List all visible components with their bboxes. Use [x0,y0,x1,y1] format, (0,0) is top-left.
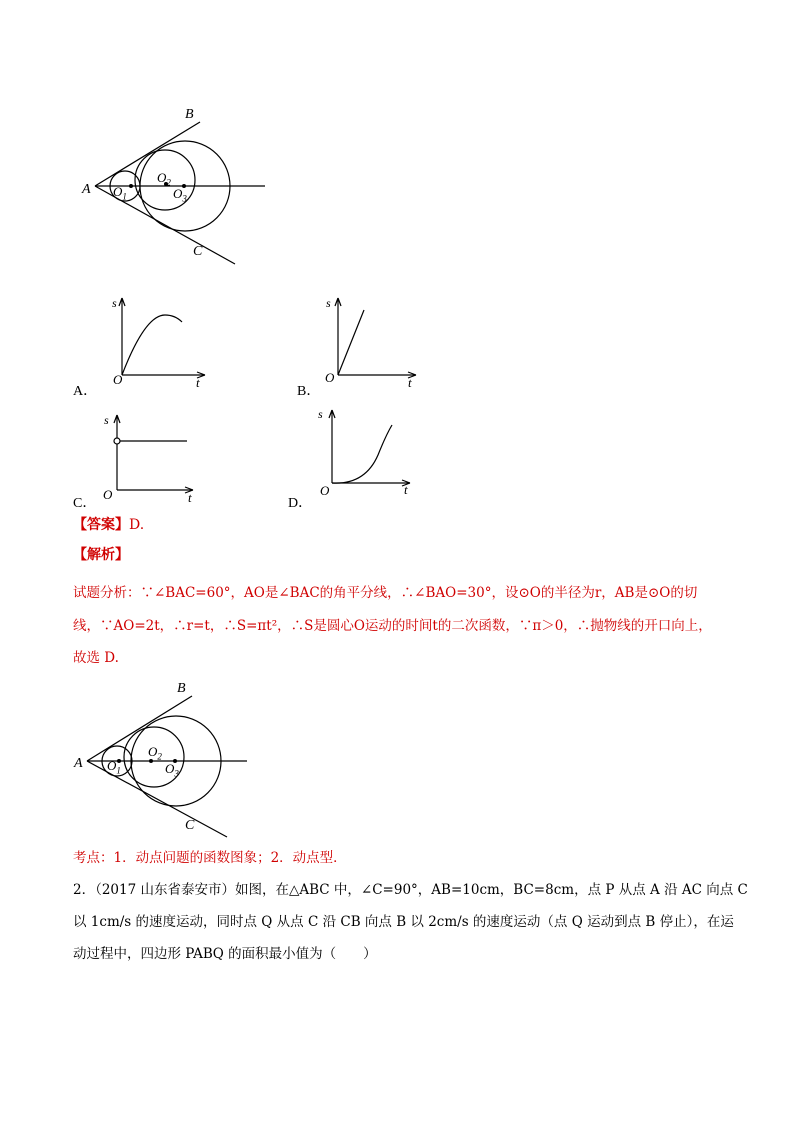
option-d-axis-s: s [318,407,323,421]
option-a-label: A． [73,384,98,399]
analysis-heading: 【解析】 [73,547,129,563]
label-b-bottom: B [177,681,186,696]
label-o2: $O_2$ [157,170,171,188]
label-o1: $O_1$ [113,184,127,202]
option-b-label: B． [297,384,321,399]
label-o3-bottom: $O_3$ [165,761,179,779]
option-d-axis-t: t [404,482,408,497]
option-d-origin: O [320,483,330,498]
option-a-axis-t: t [196,375,200,390]
kaodian-line: 考点：1．动点问题的函数图象；2．动点型． [73,850,347,866]
label-o3: $O_3$ [173,186,187,204]
label-o1-bottom: $O_1$ [107,758,121,776]
option-b-axis-s: s [326,296,331,310]
analysis-line-2: 线，∵AO=2t，∴r=t，∴S=πt²，∴S是圆心O运动的时间t的二次函数，∵π＞0，∴抛物线的开口向上， [73,618,712,634]
open-point-c [114,438,120,444]
option-c-axis-t: t [188,490,192,505]
option-b-axis-t: t [408,375,412,390]
option-c-label: C． [73,496,97,511]
analysis-line-3: 故选 D. [73,650,119,666]
line-b [338,310,364,375]
option-a-origin: O [113,372,123,387]
option-a-axis-s: s [112,296,117,310]
question2-line-1: 2．（2017 山东省泰安市）如图，在△ABC 中，∠C=90°，AB=10cm，BC=8cm，点 P 从点 A 沿 AC 向点 C [73,882,748,898]
answer-bracket: 【答案】 [73,517,129,533]
question2-line-2: 以 1cm/s 的速度运动，同时点 Q 从点 C 沿 CB 向点 B 以 2cm/s 的速度运动（点 Q 运动到点 B 停止），在运 [73,914,734,930]
label-c: C [193,244,203,259]
dot-o1 [129,184,133,188]
option-c-origin: O [103,487,113,502]
analysis-line-1: 试题分析：∵∠BAC=60°，AO是∠BAC的角平分线，∴∠BAO=30°，设⊙O的半径为r，AB是⊙O的切 [73,585,698,601]
label-a: A [82,182,91,197]
curve-d [332,425,392,483]
option-c-axis-s: s [104,413,109,427]
answer-text: D. [129,517,145,533]
top-geometry-figure [80,100,270,270]
answer-line [73,510,144,540]
option-d-label: D． [288,496,313,511]
curve-a [122,315,182,375]
label-a-bottom: A [74,756,83,771]
ray-ab [95,122,200,186]
label-b: B [185,107,194,122]
label-o2-bottom: $O_2$ [148,744,162,762]
label-c-bottom: C [185,818,195,833]
question2-line-3: 动过程中，四边形 PABQ 的面积最小值为（ ） [73,946,377,962]
ray-ab-bottom [87,696,192,761]
option-b-origin: O [325,370,335,385]
